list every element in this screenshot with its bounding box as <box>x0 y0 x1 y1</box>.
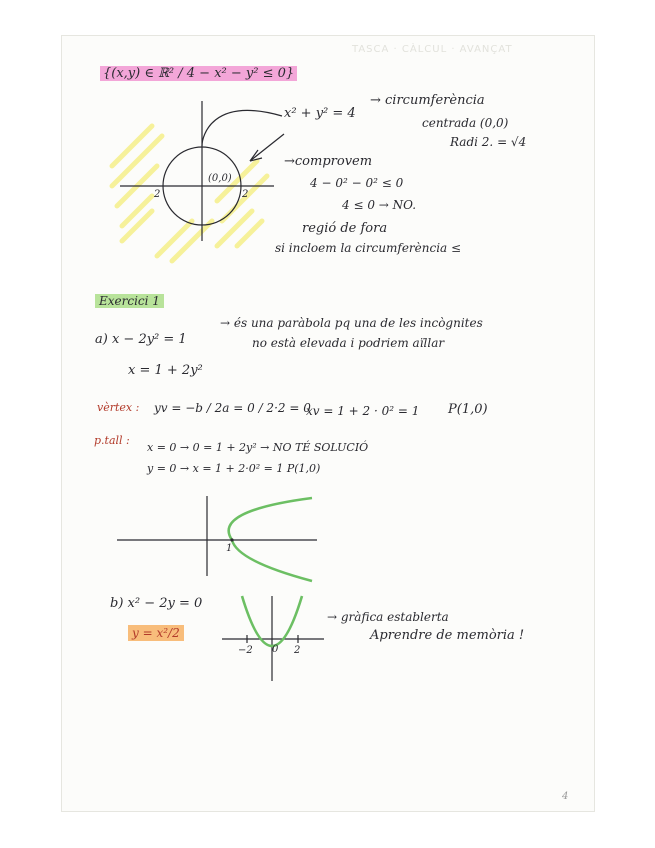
bleed-through-text: TASCA · CÀLCUL · AVANÇAT <box>352 44 513 55</box>
plot1-tick-left: 2 <box>154 189 161 200</box>
cuts-label: p.tall : <box>94 434 130 447</box>
plot1-tick-right: 2 <box>242 189 249 200</box>
part-b-note-1: → gràfica establerta <box>327 610 449 624</box>
plot3-tick-zero: 0 <box>272 644 279 655</box>
circle-equation: x² + y² = 4 <box>284 106 356 121</box>
part-b-equation: b) x² − 2y = 0 <box>110 596 203 611</box>
circle-note-3: Radi 2. = √4 <box>450 135 527 149</box>
sketches-layer <box>62 36 594 811</box>
circle-note-1: → circumferència <box>370 93 485 108</box>
plot1-origin-label: (0,0) <box>208 173 232 184</box>
check-line-5: si incloem la circumferència ≤ <box>275 241 462 255</box>
check-line-4: regió de fora <box>302 221 388 236</box>
vertex-label: vèrtex : <box>97 401 140 414</box>
check-line-1: →comprovem <box>284 154 373 169</box>
parabola-b-plot <box>222 596 324 681</box>
cut-line-2: y = 0 → x = 1 + 2·0² = 1 P(1,0) <box>147 462 321 475</box>
parabola-a-plot <box>117 496 317 581</box>
plot1-pointer-curve <box>202 110 282 146</box>
vertex-x: xv = 1 + 2 · 0² = 1 <box>306 404 420 418</box>
vertex-point: P(1,0) <box>448 402 488 417</box>
page-number: 4 <box>562 791 569 802</box>
circle-note-2: centrada (0,0) <box>422 116 509 130</box>
plot3-tick-left: −2 <box>238 645 253 656</box>
notebook-page <box>62 36 594 811</box>
cut-line-1: x = 0 → 0 = 1 + 2y² → NO TÉ SOLUCIÓ <box>147 441 369 454</box>
exercise-title: Exercici 1 <box>95 294 164 308</box>
part-a-note-1: → és una paràbola pq una de les incògnites <box>220 316 483 330</box>
plot3-tick-right: 2 <box>294 645 301 656</box>
part-b-solved: y = x²/2 <box>128 626 184 640</box>
part-a-equation: a) x − 2y² = 1 <box>95 332 187 347</box>
check-line-3: 4 ≤ 0 → NO. <box>342 198 417 212</box>
plot2-tick: 1 <box>226 543 233 554</box>
check-line-2: 4 − 0² − 0² ≤ 0 <box>310 176 404 190</box>
part-a-solved: x = 1 + 2y² <box>128 363 203 378</box>
part-b-note-2: Aprendre de memòria ! <box>370 628 525 643</box>
plot2-vertex-dot <box>230 538 233 541</box>
vertex-formula: yv = −b / 2a = 0 / 2·2 = 0 <box>154 401 311 415</box>
plot1-arrow <box>250 134 284 161</box>
part-a-note-2: no està elevada i podriem aïllar <box>252 336 445 350</box>
set-definition: {(x,y) ∈ ℝ² / 4 − x² − y² ≤ 0} <box>100 66 297 81</box>
